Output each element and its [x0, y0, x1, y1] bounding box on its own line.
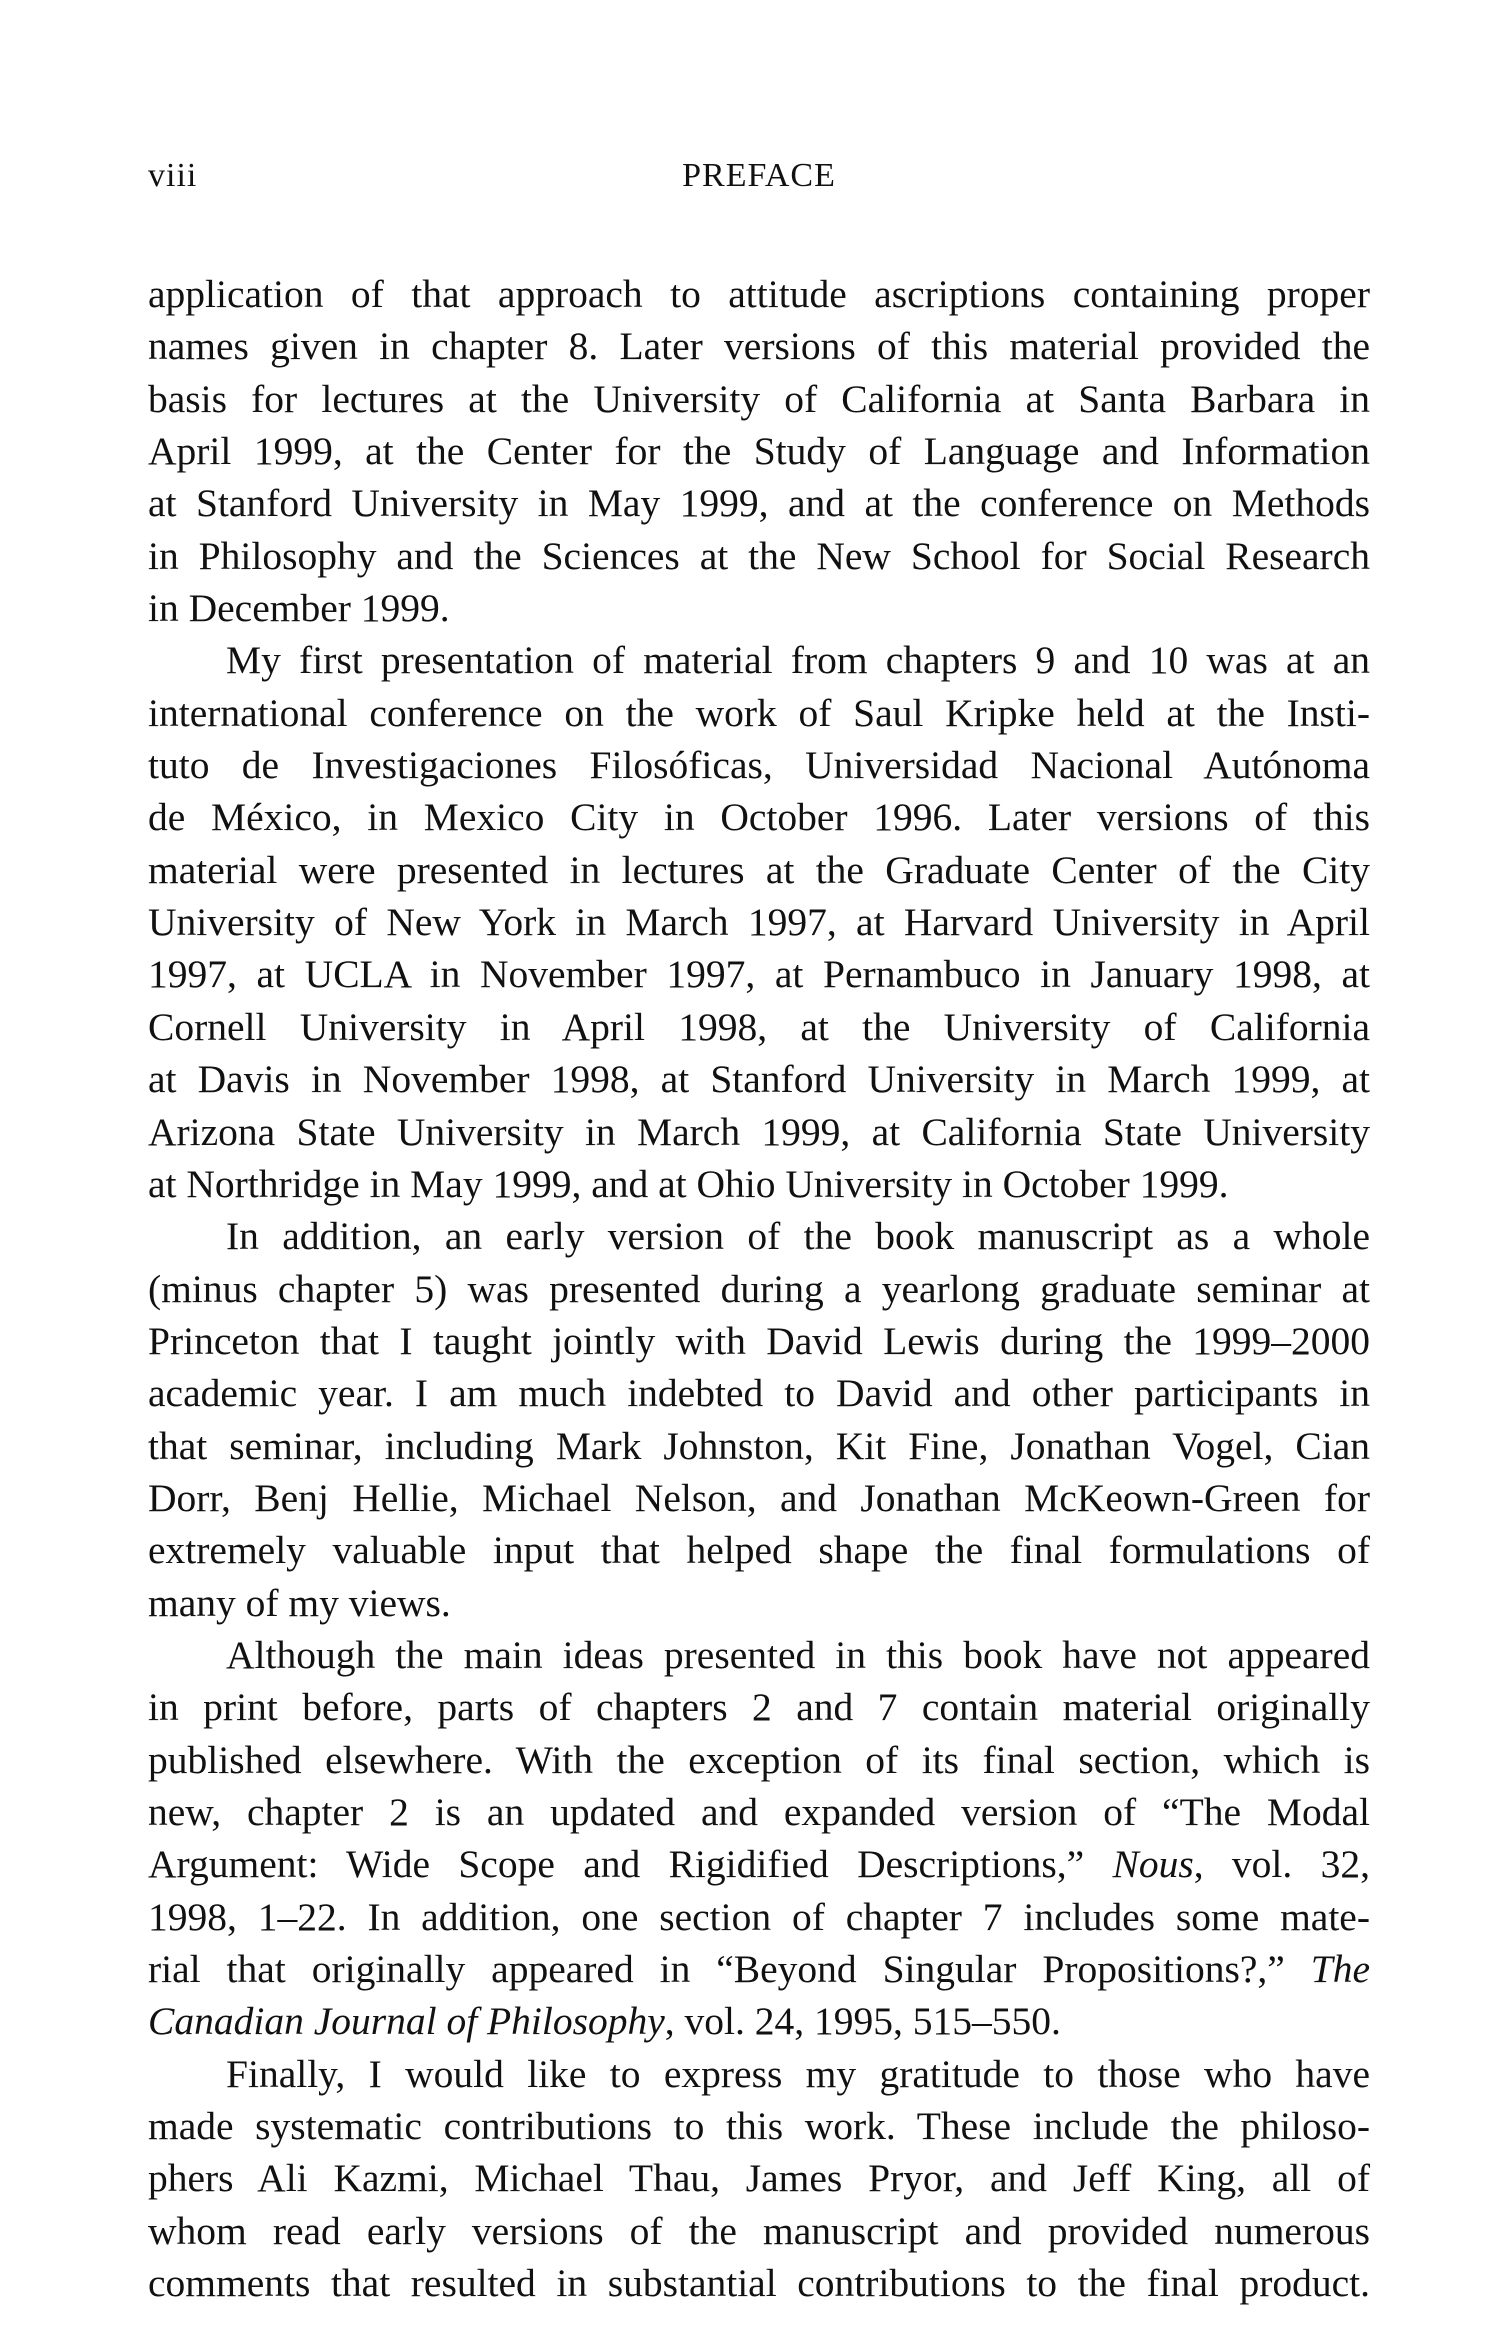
text-line: material were presented in lectures at the Graduate Center of the City — [148, 847, 1370, 892]
text-line: names given in chapter 8. Later versions of this material provided the — [148, 324, 1370, 369]
text-line: academic year. I am much indebted to David and other participants in — [148, 1371, 1370, 1416]
text-line: My first presentation of material from chapters 9 and 10 was at an — [226, 638, 1370, 683]
text-line: international conference on the work of Saul Kripke held at the Insti- — [148, 690, 1370, 735]
text-line: April 1999, at the Center for the Study of Language and Information — [148, 429, 1370, 474]
body-text — [148, 268, 1370, 2309]
text-line: tuto de Investigaciones Filosóficas, Universidad Nacional Autónoma — [148, 743, 1370, 788]
text-line: 1998, 1–22. In addition, one section of chapter 7 includes some mate- — [148, 1894, 1370, 1939]
text-line — [148, 1995, 1370, 2047]
text-line: Dorr, Benj Hellie, Michael Nelson, and Jonathan McKeown-Green for — [148, 1475, 1370, 1520]
text-line: (minus chapter 5) was presented during a yearlong graduate seminar at — [148, 1266, 1370, 1311]
text-line: 1997, at UCLA in November 1997, at Pernambuco in January 1998, at — [148, 952, 1370, 997]
text-line: whom read early versions of the manuscript and provided numerous — [148, 2208, 1370, 2253]
text-line: that seminar, including Mark Johnston, Kit Fine, Jonathan Vogel, Cian — [148, 1423, 1370, 1468]
italic-title: The — [1310, 1947, 1370, 1991]
text-line: in Philosophy and the Sciences at the New School for Social Research — [148, 533, 1370, 578]
text-line: at Davis in November 1998, at Stanford University in March 1999, at — [148, 1057, 1370, 1102]
text-line: Finally, I would like to express my gratitude to those who have — [226, 2051, 1370, 2096]
text-line: published elsewhere. With the exception of its final section, which is — [148, 1737, 1370, 1782]
text-line: new, chapter 2 is an updated and expanded version of “The Modal — [148, 1789, 1370, 1834]
text-line: In addition, an early version of the book manuscript as a whole — [226, 1214, 1370, 1259]
running-title: PREFACE — [682, 157, 836, 194]
text-line: extremely valuable input that helped shape the final formulations of — [148, 1528, 1370, 1573]
text-line: in print before, parts of chapters 2 and 7 contain material originally — [148, 1685, 1370, 1730]
text-segment: Argument: Wide Scope and Rigidified Descriptions,” — [148, 1842, 1113, 1887]
italic-title: Nous — [1112, 1842, 1194, 1887]
page-number: viii — [148, 157, 198, 194]
text-line: comments that resulted in substantial contributions to the final product. — [148, 2261, 1370, 2306]
text-line: Cornell University in April 1998, at the University of California — [148, 1004, 1370, 1049]
italic-title: Canadian Journal of Philosophy — [148, 1999, 665, 2044]
text-line — [148, 1943, 1370, 1995]
text-line: at Northridge in May 1999, and at Ohio University in October 1999. — [148, 1161, 1229, 1206]
text-line: made systematic contributions to this work. These include the philoso- — [148, 2104, 1370, 2149]
text-line: Although the main ideas presented in this book have not appeared — [226, 1632, 1370, 1677]
text-line: de México, in Mexico City in October 1996. Later versions of this — [148, 795, 1370, 840]
running-head — [148, 156, 1370, 196]
text-line: many of my views. — [148, 1580, 451, 1625]
text-segment: , vol. 24, 1995, 515–550. — [664, 1999, 1061, 2044]
text-segment: , vol. 32, — [1193, 1842, 1370, 1887]
text-line: in December 1999. — [148, 586, 450, 631]
text-line: application of that approach to attitude ascriptions containing proper — [148, 272, 1370, 316]
text-segment: rial that originally appeared in “Beyond Singular Propositions?,” — [148, 1947, 1311, 1991]
text-line: basis for lectures at the University of California at Santa Barbara in — [148, 376, 1370, 421]
text-line: Princeton that I taught jointly with David Lewis during the 1999–2000 — [148, 1318, 1370, 1363]
text-line: at Stanford University in May 1999, and at the conference on Methods — [148, 481, 1370, 526]
text-line: phers Ali Kazmi, Michael Thau, James Pryor, and Jeff King, all of — [148, 2156, 1370, 2201]
text-line: Arizona State University in March 1999, at California State University — [148, 1109, 1370, 1154]
text-line: University of New York in March 1997, at Harvard University in April — [148, 900, 1370, 945]
text-line — [148, 1838, 1370, 1890]
